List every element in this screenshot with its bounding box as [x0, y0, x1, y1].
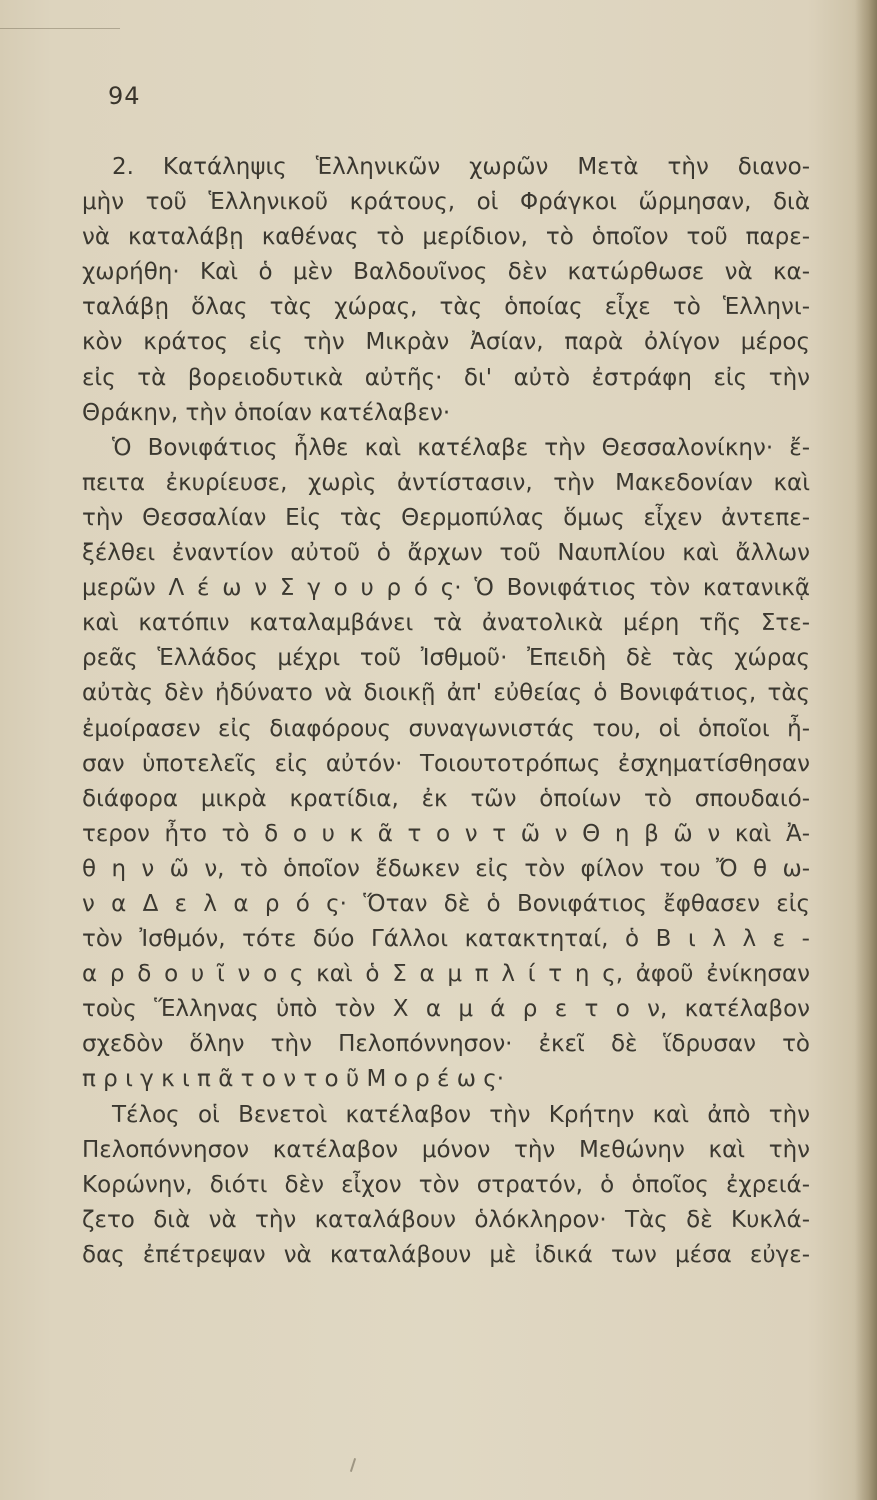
text-line: Τέλος οἱ Βενετοὶ κατέλαβον τὴν Κρήτην καὶ ἀπὸ τὴν	[112, 1101, 810, 1128]
text-line: χωρήθη· Καὶ ὁ μὲν Βαλδουῖνος δὲν κατώρθωσε νὰ κα-	[82, 259, 810, 286]
body-text	[82, 150, 810, 1273]
text-line: ν α Δ ε λ α ρ ό ς· Ὅταν δὲ ὁ Βονιφάτιος ἔφθασεν εἰς	[82, 890, 810, 917]
text-line: Κορώνην, διότι δὲν εἶχον τὸν στρατόν, ὁ ὁποῖος ἐχρειά-	[82, 1171, 810, 1198]
text-line: εἰς τὰ βορειοδυτικὰ αὐτῆς· δι' αὐτὸ ἐστράφη εἰς τὴν	[82, 364, 810, 391]
text-line: αὐτὰς δὲν ἠδύνατο νὰ διοικῇ ἀπ' εὐθείας ὁ Βονιφάτιος, τὰς	[82, 680, 810, 707]
text-line: ξέλθει ἐναντίον αὐτοῦ ὁ ἄρχων τοῦ Ναυπλίου καὶ ἄλλων	[82, 540, 810, 567]
text-line: κὸν κράτος εἰς τὴν Μικρὰν Ἀσίαν, παρὰ ὀλίγον μέρος	[82, 329, 810, 356]
text-line: πειτα ἐκυρίευσε, χωρὶς ἀντίστασιν, τὴν Μακεδονίαν καὶ	[82, 469, 810, 496]
text-line: Θράκην, τὴν ὁποίαν κατέλαβεν·	[82, 399, 451, 426]
text-line: ταλάβῃ ὅλας τὰς χώρας, τὰς ὁποίας εἶχε τὸ Ἑλληνι-	[82, 294, 810, 321]
text-line: νὰ καταλάβῃ καθένας τὸ μερίδιον, τὸ ὁποῖον τοῦ παρε-	[82, 224, 810, 251]
text-line: π ρ ι γ κ ι π ᾶ τ ο ν τ ο ῦ Μ ο ρ έ ω ς·	[82, 1066, 505, 1093]
text-line: τερον ἦτο τὸ δ ο υ κ ᾶ τ ο ν τ ῶ ν Θ η β ῶ ν καὶ Ἀ-	[82, 820, 810, 847]
text-line: διάφορα μικρὰ κρατίδια, ἐκ τῶν ὁποίων τὸ σπουδαιό-	[82, 785, 810, 812]
text-line: τὴν Θεσσαλίαν Εἰς τὰς Θερμοπύλας ὅμως εἶχεν ἀντεπε-	[82, 504, 810, 531]
text-line: τὸν Ἰσθμόν, τότε δύο Γάλλοι κατακτηταί, ὁ Β ι λ λ ε -	[82, 926, 810, 953]
text-line: μερῶν Λ έ ω ν Σ γ ο υ ρ ό ς· Ὁ Βονιφάτιος τὸν κατανικᾷ	[82, 575, 810, 602]
text-line: μὴν τοῦ Ἑλληνικοῦ κράτους, οἱ Φράγκοι ὥρμησαν, διὰ	[82, 189, 810, 216]
text-line: σχεδὸν ὅλην τὴν Πελοπόννησον· ἐκεῖ δὲ ἵδρυσαν τὸ	[82, 1031, 810, 1058]
text-line: σαν ὑποτελεῖς εἰς αὐτόν· Τοιουτοτρόπως ἐσχηματίσθησαν	[82, 750, 810, 777]
page-edge-shadow	[855, 0, 877, 1500]
text-line: Πελοπόννησον κατέλαβον μόνον τὴν Μεθώνην καὶ τὴν	[82, 1136, 810, 1163]
text-line: ἐμοίρασεν εἰς διαφόρους συναγωνιστάς του, οἱ ὁποῖοι ἦ-	[82, 715, 810, 742]
paper-scratch	[0, 28, 120, 29]
text-line: Ὁ Βονιφάτιος ἦλθε καὶ κατέλαβε τὴν Θεσσαλονίκην· ἔ-	[112, 434, 810, 461]
text-line: τοὺς Ἕλληνας ὑπὸ τὸν Χ α μ ά ρ ε τ ο ν, κατέλαβον	[82, 996, 810, 1023]
text-line: 2. Κατάληψις Ἑλληνικῶν χωρῶν Μετὰ τὴν διανο-	[112, 154, 810, 180]
text-line: α ρ δ ο υ ῖ ν ο ς καὶ ὁ Σ α μ π λ ί τ η ς, ἀφοῦ ἐνίκησαν	[82, 961, 810, 988]
page-number: 94	[108, 82, 141, 110]
paper-mark	[350, 1458, 356, 1472]
text-line: θ η ν ῶ ν, τὸ ὁποῖον ἔδωκεν εἰς τὸν φίλον του Ὄ θ ω-	[82, 855, 810, 882]
text-line: ρεᾶς Ἑλλάδος μέχρι τοῦ Ἰσθμοῦ· Ἐπειδὴ δὲ τὰς χώρας	[82, 645, 810, 672]
text-line: ζετο διὰ νὰ τὴν καταλάβουν ὁλόκληρον· Τὰς δὲ Κυκλά-	[82, 1206, 810, 1233]
text-line: καὶ κατόπιν καταλαμβάνει τὰ ἀνατολικὰ μέρη τῆς Στε-	[82, 610, 810, 637]
text-line: δας ἐπέτρεψαν νὰ καταλάβουν μὲ ἰδικά των μέσα εὐγε-	[82, 1241, 810, 1268]
